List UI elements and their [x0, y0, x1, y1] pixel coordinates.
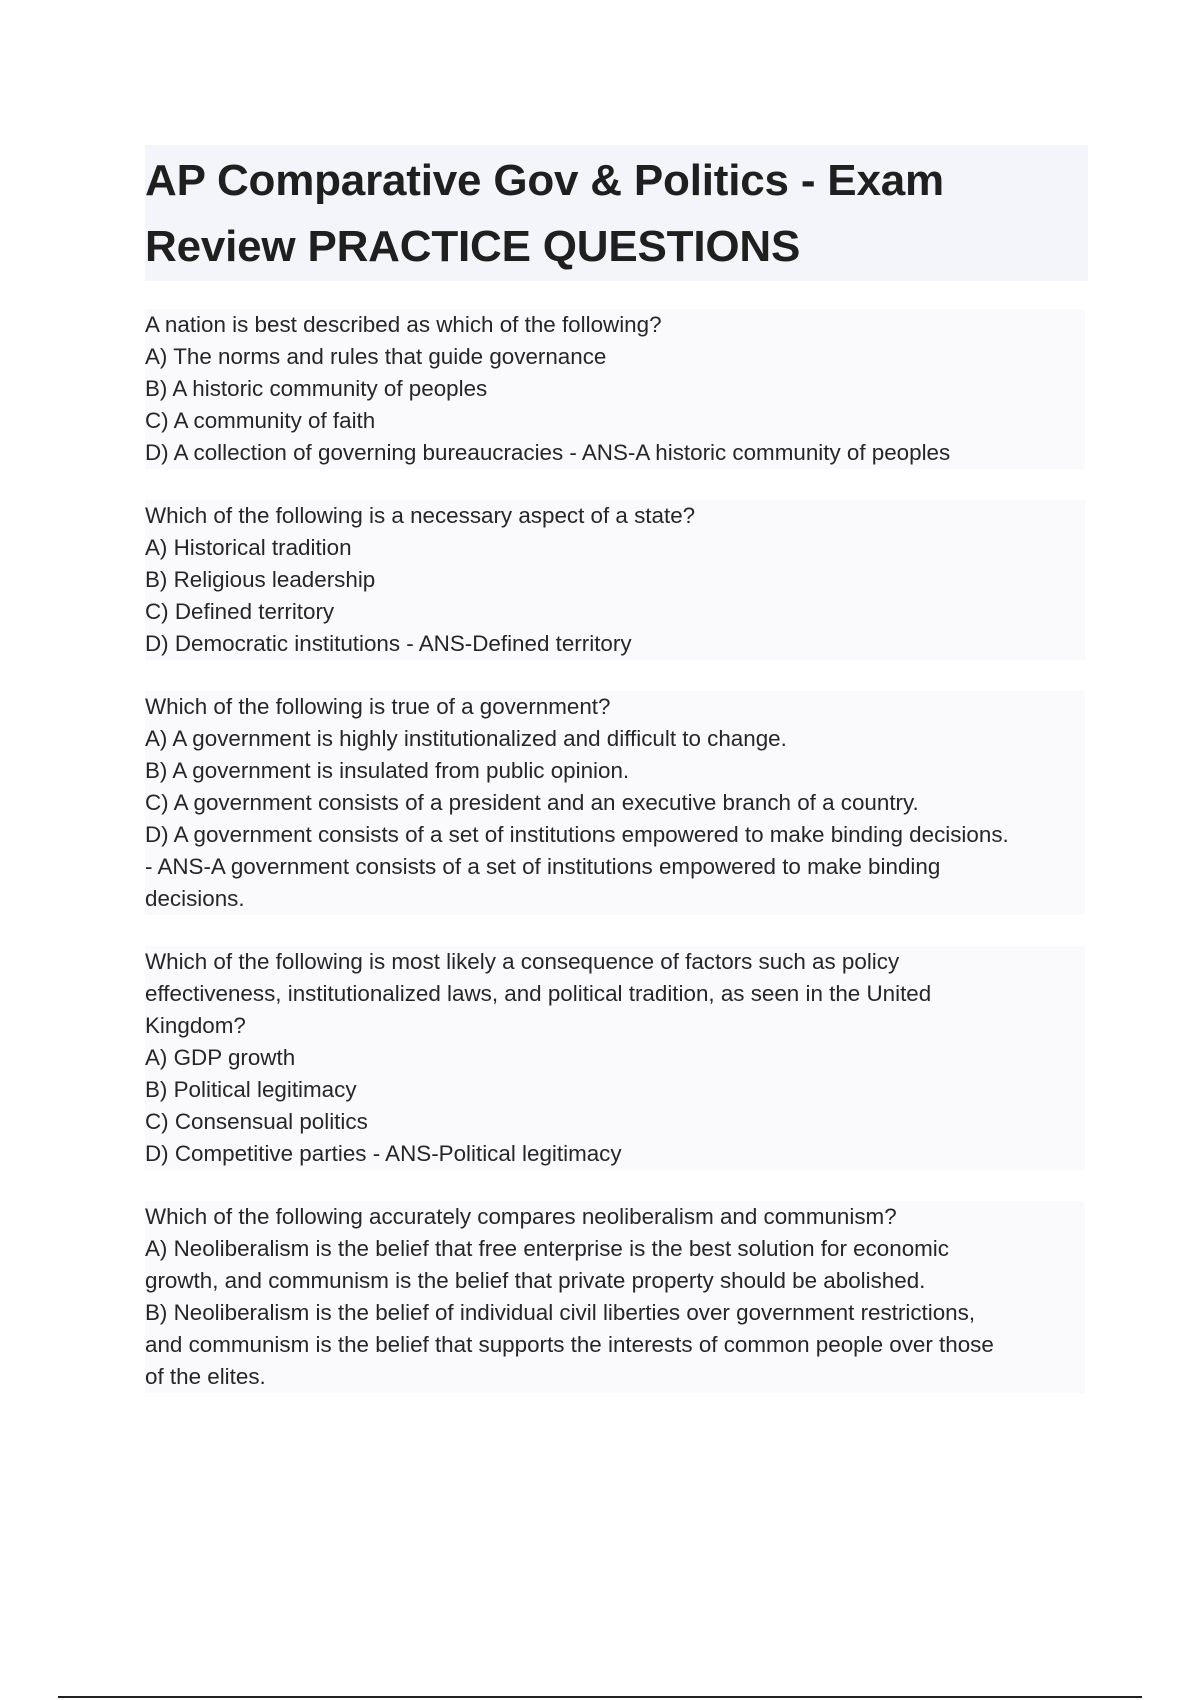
question-text: Which of the following accurately compares neoliberalism and communism?: [145, 1201, 1085, 1233]
answer-option: B) A government is insulated from public opinion.: [145, 755, 1085, 787]
answer-key: - ANS-A government consists of a set of institutions empowered to make binding: [145, 851, 1085, 883]
answer-option: A) Neoliberalism is the belief that free enterprise is the best solution for economic: [145, 1233, 1085, 1265]
question-text: Kingdom?: [145, 1010, 1085, 1042]
answer-option: D) A government consists of a set of institutions empowered to make binding decisions.: [145, 819, 1085, 851]
question-text: Which of the following is true of a government?: [145, 691, 1085, 723]
footer-divider: [58, 1696, 1142, 1698]
answer-option: A) Historical tradition: [145, 532, 1085, 564]
question-5: [145, 1201, 1085, 1393]
answer-option: B) Neoliberalism is the belief of individual civil liberties over government restrictions,: [145, 1297, 1085, 1329]
question-1: [145, 309, 1085, 469]
answer-key: decisions.: [145, 883, 1085, 915]
answer-option: A) GDP growth: [145, 1042, 1085, 1074]
answer-option: D) Democratic institutions - ANS-Defined territory: [145, 628, 1085, 660]
question-text: A nation is best described as which of the following?: [145, 309, 1085, 341]
question-2: [145, 500, 1085, 660]
answer-option: D) A collection of governing bureaucracies - ANS-A historic community of peoples: [145, 437, 1085, 469]
question-text: Which of the following is most likely a consequence of factors such as policy: [145, 946, 1085, 978]
question-3: [145, 691, 1085, 915]
answer-option: A) The norms and rules that guide governance: [145, 341, 1085, 373]
answer-option: of the elites.: [145, 1361, 1085, 1393]
answer-option: C) Consensual politics: [145, 1106, 1085, 1138]
question-text: effectiveness, institutionalized laws, and political tradition, as seen in the United: [145, 978, 1085, 1010]
question-list: [145, 309, 1085, 1424]
answer-option: C) A community of faith: [145, 405, 1085, 437]
answer-option: D) Competitive parties - ANS-Political legitimacy: [145, 1138, 1085, 1170]
question-4: [145, 946, 1085, 1170]
answer-option: B) A historic community of peoples: [145, 373, 1085, 405]
answer-option: A) A government is highly institutionalized and difficult to change.: [145, 723, 1085, 755]
answer-option: B) Political legitimacy: [145, 1074, 1085, 1106]
answer-option: C) A government consists of a president and an executive branch of a country.: [145, 787, 1085, 819]
answer-option: C) Defined territory: [145, 596, 1085, 628]
title-block: [145, 145, 1088, 281]
answer-option: and communism is the belief that supports the interests of common people over those: [145, 1329, 1085, 1361]
answer-option: B) Religious leadership: [145, 564, 1085, 596]
question-text: Which of the following is a necessary aspect of a state?: [145, 500, 1085, 532]
page-title: AP Comparative Gov & Politics - Exam Review PRACTICE QUESTIONS: [145, 156, 944, 271]
answer-option: growth, and communism is the belief that private property should be abolished.: [145, 1265, 1085, 1297]
